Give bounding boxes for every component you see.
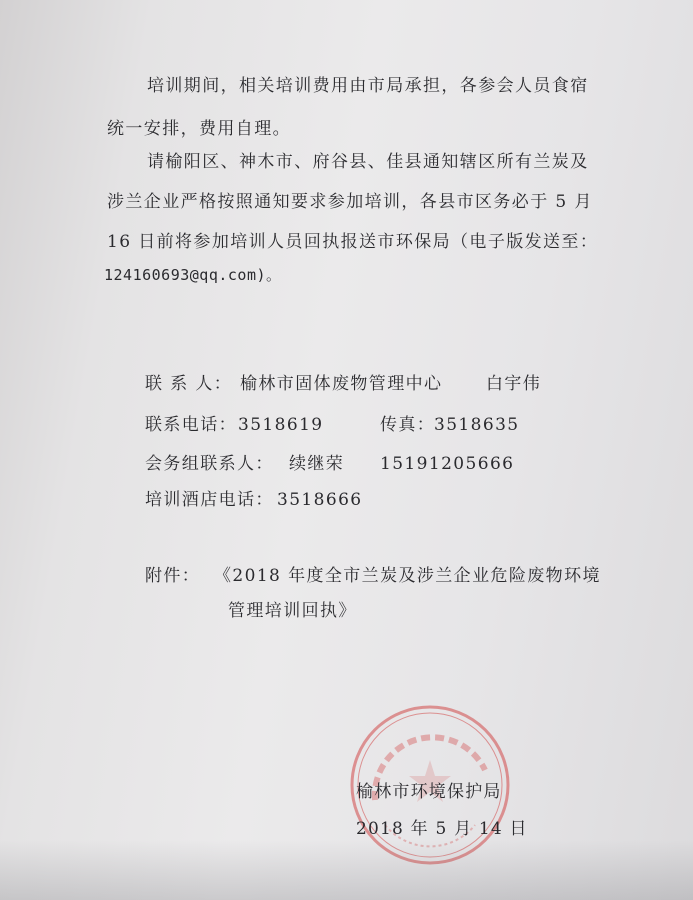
paragraph-line: 涉兰企业严格按照通知要求参加培训，各县市区务必于 5 月 bbox=[107, 192, 593, 212]
attachment-title-line2: 管理培训回执》 bbox=[228, 601, 357, 621]
attachment-label: 附件： bbox=[145, 566, 201, 586]
meeting-contact-phone: 15191205666 bbox=[380, 454, 515, 474]
hotel-phone-label: 培训酒店电话： bbox=[145, 490, 274, 510]
meeting-contact-label: 会务组联系人： bbox=[145, 454, 274, 474]
paragraph-line: 培训期间，相关培训费用由市局承担，各参会人员食宿 bbox=[147, 76, 589, 96]
phone-label: 联系电话： bbox=[145, 415, 237, 435]
email-line: 124160693@qq.com)。 bbox=[104, 266, 282, 284]
paragraph-line: 16 日前将参加培训人员回执报送市环保局（电子版发送至： bbox=[107, 232, 599, 252]
issuing-organization: 榆林市环境保护局 bbox=[356, 782, 502, 802]
paragraph-line: 请榆阳区、神木市、府谷县、佳县通知辖区所有兰炭及 bbox=[147, 152, 589, 172]
attachment-title-line1: 《2018 年度全市兰炭及涉兰企业危险废物环境 bbox=[214, 566, 601, 586]
fax-label: 传真： bbox=[380, 415, 436, 435]
photo-shadow bbox=[0, 840, 693, 900]
meeting-contact-name: 续继荣 bbox=[289, 454, 345, 474]
contact-name: 白宇伟 bbox=[486, 374, 542, 394]
fax-value: 3518635 bbox=[434, 415, 520, 435]
contact-label: 联 系 人： bbox=[145, 374, 233, 394]
issue-date: 2018 年 5 月 14 日 bbox=[356, 819, 528, 839]
phone-value: 3518619 bbox=[238, 415, 324, 435]
paragraph-line: 统一安排，费用自理。 bbox=[107, 119, 291, 139]
contact-org: 榆林市固体废物管理中心 bbox=[240, 374, 443, 394]
hotel-phone-value: 3518666 bbox=[277, 490, 363, 510]
